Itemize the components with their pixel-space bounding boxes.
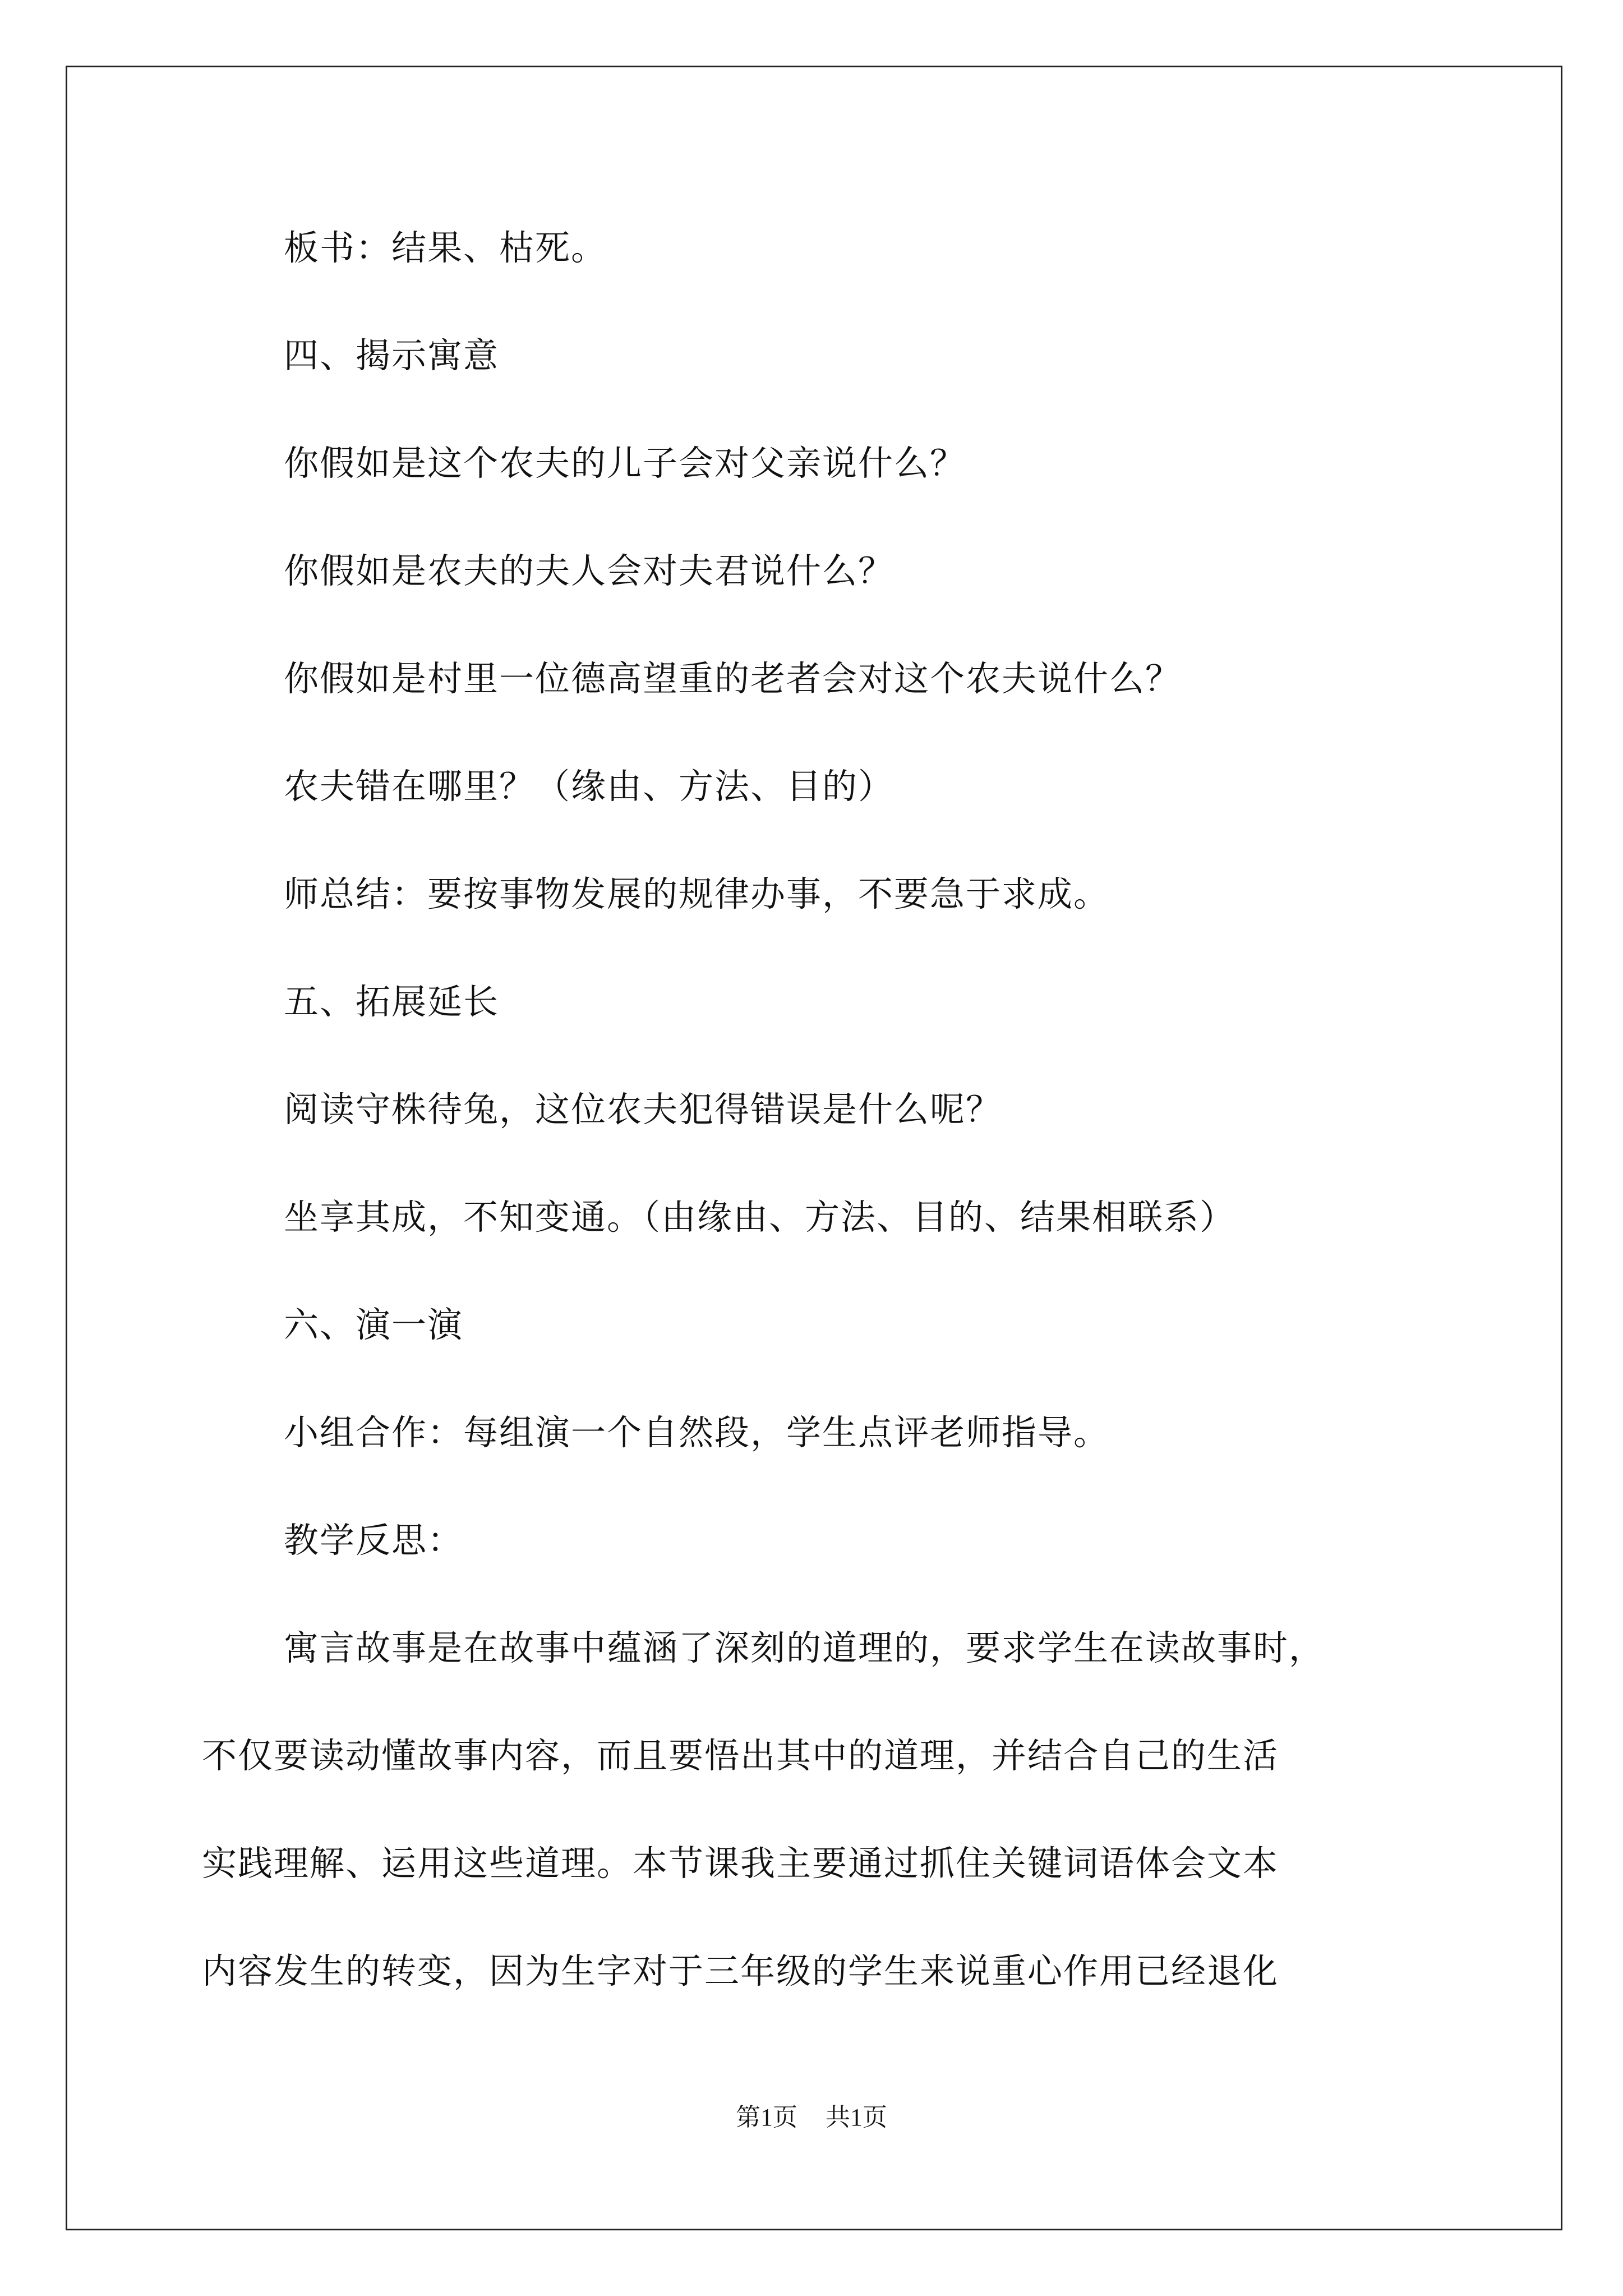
- page-footer: [0, 2101, 1623, 2134]
- paragraph-question-mistake: 农夫错在哪里？（缘由、方法、目的）: [284, 766, 895, 807]
- heading-section-6: 六、演一演: [284, 1304, 464, 1345]
- paragraph-question-wife: 你假如是农夫的夫人会对夫君说什么？: [284, 550, 895, 591]
- heading-section-5: 五、拓展延长: [284, 981, 500, 1022]
- paragraph-reading-task: 阅读守株待兔，这位农夫犯得错误是什么呢？: [284, 1089, 1002, 1130]
- paragraph-reflection-line-1: 寓言故事是在故事中蕴涵了深刻的道理的，要求学生在读故事时，: [284, 1627, 1325, 1668]
- page-number-total: 共1页: [826, 2104, 887, 2131]
- heading-section-4: 四、揭示寓意: [284, 335, 500, 376]
- paragraph-reading-answer: 坐享其成，不知变通。（由缘由、方法、目的、结果相联系）: [284, 1197, 1236, 1237]
- paragraph-reflection-line-3: 实践理解、运用这些道理。本节课我主要通过抓住关键词语体会文本: [202, 1843, 1279, 1884]
- paragraph-teacher-summary: 师总结：要按事物发展的规律办事，不要急于求成。: [284, 873, 1110, 914]
- paragraph-reflection-line-4: 内容发生的转变，因为生字对于三年级的学生来说重心作用已经退化: [202, 1950, 1279, 1991]
- paragraph-group-work: 小组合作：每组演一个自然段，学生点评老师指导。: [284, 1412, 1110, 1453]
- paragraph-question-elder: 你假如是村里一位德高望重的老者会对这个农夫说什么？: [284, 658, 1182, 699]
- page-border: [66, 66, 1562, 2230]
- page-number-current: 第1页: [736, 2104, 797, 2131]
- paragraph-board-note: 板书：结果、枯死。: [284, 227, 607, 268]
- heading-reflection: 教学反思：: [284, 1520, 464, 1561]
- paragraph-question-son: 你假如是这个农夫的儿子会对父亲说什么？: [284, 443, 966, 484]
- paragraph-reflection-line-2: 不仅要读动懂故事内容，而且要悟出其中的道理，并结合自己的生活: [202, 1735, 1279, 1776]
